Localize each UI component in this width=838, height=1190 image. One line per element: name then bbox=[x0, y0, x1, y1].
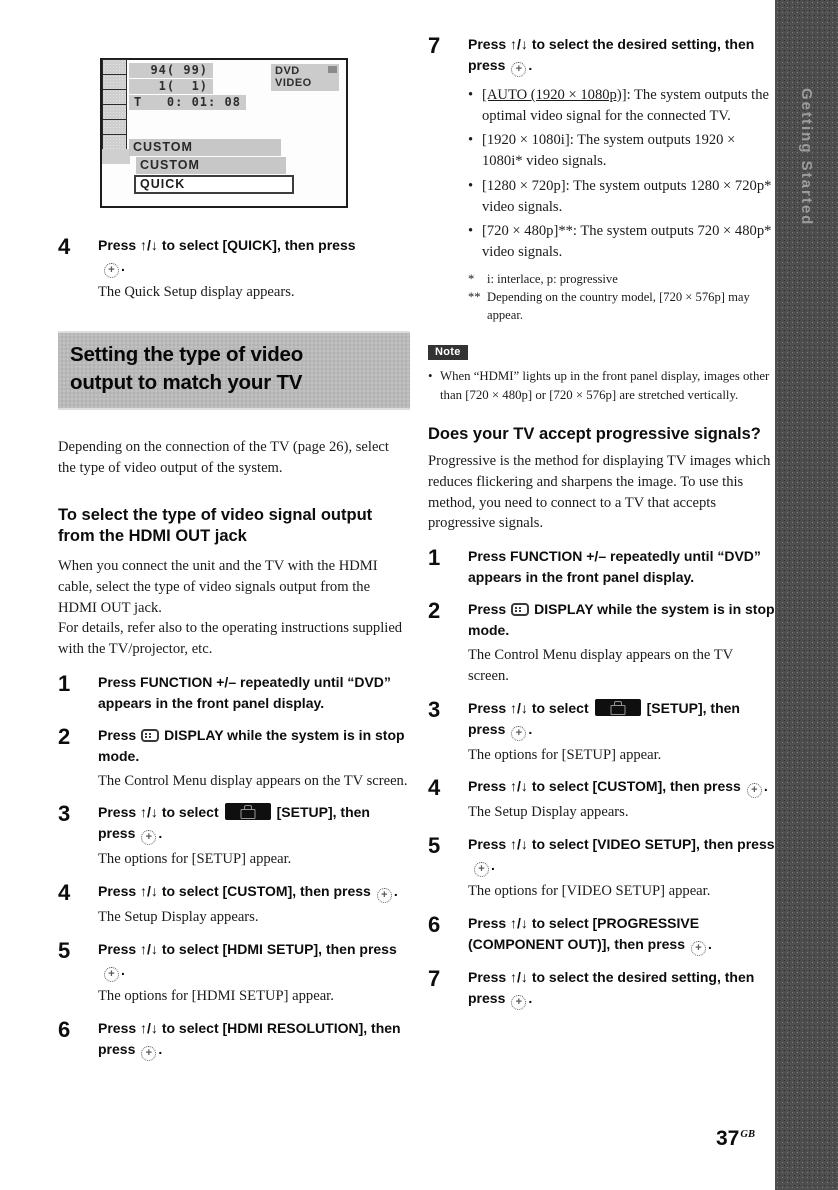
step-text: . bbox=[158, 1040, 163, 1057]
step-instruction: Press FUNCTION +/– repeatedly until “DVD” appears in the front panel display. bbox=[98, 673, 391, 711]
note-block bbox=[428, 342, 775, 404]
step bbox=[58, 1018, 410, 1061]
step-text: Press ↑/↓ to select bbox=[468, 699, 589, 716]
enter-button-icon bbox=[511, 726, 526, 741]
bullet-icon bbox=[468, 176, 482, 217]
step bbox=[428, 967, 775, 1010]
control-menu-icon-column bbox=[102, 60, 127, 164]
dvd-video-badge bbox=[271, 64, 339, 91]
control-menu-icon-cell bbox=[102, 149, 130, 164]
footnote-marker: * bbox=[468, 271, 475, 286]
note-badge: Note bbox=[428, 345, 468, 360]
enter-button-icon bbox=[377, 888, 392, 903]
step bbox=[58, 939, 410, 1007]
step-text: Press ↑/↓ to select [HDMI RESOLUTION], then press bbox=[98, 1019, 401, 1057]
setup-icon bbox=[595, 699, 641, 716]
right-column bbox=[428, 34, 775, 1021]
osd-title-counter: 94( 99) bbox=[129, 63, 213, 78]
step-instruction bbox=[468, 34, 775, 77]
enter-button-icon bbox=[511, 995, 526, 1010]
step-text: Press ↑/↓ to select [PROGRESSIVE (COMPONENT OUT)], then press bbox=[468, 914, 700, 952]
section-title-line1: Setting the type of video bbox=[70, 342, 304, 366]
step-text: Press bbox=[468, 601, 507, 618]
step-number: 7 bbox=[428, 33, 441, 58]
progressive-paragraph: Progressive is the method for displaying TV images which reduces flickering and sharpens the image. To use this method, you need to connect to a TV that accepts progressive signals. bbox=[428, 453, 771, 532]
step-body bbox=[98, 725, 410, 792]
control-menu-icon-cell bbox=[102, 134, 127, 150]
footnotes bbox=[468, 271, 775, 325]
step-text: DISPLAY while the system is in stop mode. bbox=[98, 726, 405, 764]
display-icon bbox=[511, 603, 529, 616]
progressive-steps bbox=[428, 546, 775, 1010]
step-body bbox=[98, 1018, 410, 1061]
hdmi-paragraph-1: When you connect the unit and the TV with the HDMI cable, select the type of video signals output from the HDMI OUT jack. bbox=[58, 558, 378, 616]
step-text: Press ↑/↓ to select [HDMI SETUP], then press bbox=[98, 940, 397, 957]
control-menu-figure bbox=[100, 58, 348, 208]
step-body bbox=[98, 881, 410, 928]
step-number: 3 bbox=[428, 696, 441, 722]
step-instruction bbox=[98, 881, 410, 903]
step-instruction bbox=[98, 939, 410, 982]
step-number: 6 bbox=[428, 911, 441, 937]
setting-options bbox=[468, 85, 775, 263]
step-number: 4 bbox=[58, 234, 71, 259]
step-body bbox=[468, 834, 775, 902]
step-text: Press ↑/↓ to select bbox=[98, 804, 219, 821]
step bbox=[428, 776, 775, 823]
step bbox=[428, 599, 775, 686]
step-text: Press bbox=[98, 726, 137, 743]
step-body bbox=[468, 698, 775, 766]
step-result: The options for [VIDEO SETUP] appear. bbox=[468, 882, 711, 899]
osd-time-counter: T 0: 01: 08 bbox=[129, 95, 246, 110]
step-body bbox=[98, 802, 410, 870]
option-item bbox=[468, 85, 775, 126]
step bbox=[58, 881, 410, 928]
step-text: [SETUP], then press bbox=[468, 699, 740, 737]
step-instruction bbox=[468, 913, 775, 956]
option-text bbox=[482, 221, 775, 262]
step-text: [SETUP], then press bbox=[98, 804, 370, 842]
step-body bbox=[468, 776, 775, 823]
enter-button-icon bbox=[141, 830, 156, 845]
step-instruction bbox=[468, 698, 775, 741]
step-instruction bbox=[468, 967, 775, 1010]
option-text bbox=[482, 85, 775, 126]
chapter-band bbox=[775, 0, 838, 1190]
step-text: . bbox=[708, 935, 712, 952]
page-number bbox=[716, 1127, 755, 1151]
step-body bbox=[98, 672, 410, 714]
page-number-suffix: GB bbox=[740, 1129, 755, 1140]
chapter-label: Getting Started bbox=[798, 88, 815, 227]
step-result: The Control Menu display appears on the TV screen. bbox=[468, 647, 733, 684]
left-column bbox=[58, 58, 410, 1072]
step-instruction bbox=[468, 834, 775, 877]
menu-item-quick-selected: QUICK bbox=[134, 175, 294, 194]
option-description: : The system outputs 1920 × 1080i* video signals. bbox=[482, 132, 736, 170]
step-number: 1 bbox=[58, 670, 71, 696]
note-item bbox=[428, 367, 775, 404]
step-text: . bbox=[528, 57, 533, 73]
note-text: When “HDMI” lights up in the front panel display, images other than [720 × 480p] or [720 × 576p] are stretched vertically. bbox=[440, 369, 770, 402]
step-text: . bbox=[763, 778, 768, 795]
step bbox=[58, 235, 410, 303]
step-result: The Setup Display appears. bbox=[468, 804, 629, 821]
step-number: 4 bbox=[58, 880, 71, 906]
page-number-value: 37 bbox=[716, 1127, 740, 1150]
step bbox=[428, 698, 775, 766]
section-banner bbox=[58, 331, 410, 410]
step-result: The Control Menu display appears on the TV screen. bbox=[98, 772, 408, 789]
step-text: Press ↑/↓ to select [VIDEO SETUP], then press bbox=[468, 835, 775, 852]
step-text: . bbox=[121, 258, 125, 274]
step-body bbox=[468, 546, 775, 588]
menu-item-custom: CUSTOM bbox=[136, 157, 286, 174]
step bbox=[58, 802, 410, 870]
option-item bbox=[468, 176, 775, 217]
option-description: : The system outputs 720 × 480p* video signals. bbox=[482, 223, 772, 261]
enter-button-icon bbox=[104, 967, 119, 982]
step bbox=[428, 834, 775, 902]
step-text: . bbox=[528, 989, 533, 1006]
step-text: . bbox=[491, 856, 495, 873]
step-body bbox=[468, 599, 775, 686]
step-body bbox=[468, 967, 775, 1010]
option-label: [AUTO (1920 × 1080p)] bbox=[482, 87, 627, 103]
step-instruction bbox=[468, 776, 775, 798]
step-instruction bbox=[98, 802, 410, 845]
step-result: The options for [SETUP] appear. bbox=[468, 746, 662, 763]
step-body bbox=[98, 235, 410, 303]
step-number: 5 bbox=[428, 832, 441, 858]
setup-icon bbox=[225, 803, 271, 820]
control-menu-list bbox=[129, 139, 294, 194]
step bbox=[428, 34, 775, 324]
step bbox=[58, 672, 410, 714]
step-text: Press ↑/↓ to select [CUSTOM], then press bbox=[468, 778, 741, 795]
option-label: [1920 × 1080i] bbox=[482, 132, 570, 149]
step-number: 6 bbox=[58, 1016, 71, 1042]
footnote-text: i: interlace, p: progressive bbox=[487, 271, 618, 286]
step-body bbox=[468, 34, 775, 324]
step-body bbox=[468, 913, 775, 956]
step-instruction bbox=[98, 235, 410, 278]
section-intro-paragraph: Depending on the connection of the TV (page 26), select the type of video output of the system. bbox=[58, 439, 389, 476]
step-number: 2 bbox=[58, 723, 71, 749]
option-description: : The system outputs 1280 × 720p* video signals. bbox=[482, 177, 772, 215]
enter-button-icon bbox=[141, 1046, 156, 1061]
control-menu-icon-cell bbox=[102, 74, 127, 90]
progressive-subheading: Does your TV accept progressive signals? bbox=[428, 425, 761, 444]
step-text: Press ↑/↓ to select [CUSTOM], then press bbox=[98, 883, 371, 900]
footnote-text: Depending on the country model, [720 × 576p] may appear. bbox=[487, 289, 750, 322]
step-body bbox=[98, 939, 410, 1007]
section-title-line2: output to match your TV bbox=[70, 371, 303, 395]
step-result: The Quick Setup display appears. bbox=[98, 284, 295, 300]
step bbox=[58, 725, 410, 792]
step-text: DISPLAY while the system is in stop mode. bbox=[468, 601, 775, 639]
step-instruction: Press FUNCTION +/– repeatedly until “DVD” appears in the front panel display. bbox=[468, 548, 761, 586]
step-result: The Setup Display appears. bbox=[98, 909, 259, 926]
step-text: Press ↑/↓ to select the desired setting, then press bbox=[468, 36, 755, 73]
step-text: . bbox=[121, 961, 125, 978]
enter-button-icon bbox=[474, 862, 489, 877]
osd-status-block bbox=[129, 63, 246, 111]
enter-button-icon bbox=[691, 941, 706, 956]
bullet-icon bbox=[468, 221, 482, 262]
footnote bbox=[468, 289, 775, 325]
enter-button-icon bbox=[104, 263, 119, 278]
bullet-icon bbox=[468, 130, 482, 171]
step-number: 4 bbox=[428, 775, 441, 801]
hdmi-steps bbox=[58, 672, 410, 1061]
footnote bbox=[468, 271, 775, 289]
control-menu-icon-cell bbox=[102, 89, 127, 105]
step-text: . bbox=[158, 825, 163, 842]
option-text bbox=[482, 176, 775, 217]
bullet-icon bbox=[428, 367, 440, 404]
step-result: The options for [HDMI SETUP] appear. bbox=[98, 987, 334, 1004]
step-instruction bbox=[98, 1018, 410, 1061]
step bbox=[428, 913, 775, 956]
control-menu-icon-cell bbox=[102, 119, 127, 135]
menu-title: CUSTOM bbox=[129, 139, 281, 156]
step-text: . bbox=[528, 720, 533, 737]
enter-button-icon bbox=[511, 62, 526, 77]
osd-chapter-counter: 1( 1) bbox=[129, 79, 213, 94]
step-number: 5 bbox=[58, 937, 71, 963]
step-number: 7 bbox=[428, 965, 441, 991]
step-text: . bbox=[393, 883, 398, 900]
step bbox=[428, 546, 775, 588]
option-description: : The system outputs the optimal video signal for the connected TV. bbox=[482, 87, 769, 124]
dvd-video-badge-label: DVD VIDEO bbox=[275, 65, 312, 89]
step-result: The options for [SETUP] appear. bbox=[98, 851, 292, 868]
osd-corner-mark bbox=[328, 66, 337, 73]
step-number: 2 bbox=[428, 598, 441, 624]
option-item bbox=[468, 221, 775, 262]
step-text: Press ↑/↓ to select [QUICK], then press bbox=[98, 237, 356, 253]
step-text: Press ↑/↓ to select the desired setting, then press bbox=[468, 968, 755, 1006]
option-label: [720 × 480p]** bbox=[482, 223, 573, 240]
step-number: 1 bbox=[428, 545, 441, 571]
step-instruction bbox=[468, 599, 775, 641]
step-instruction bbox=[98, 725, 410, 767]
option-label: [1280 × 720p] bbox=[482, 177, 566, 194]
step-number: 3 bbox=[58, 801, 71, 827]
control-menu-icon-cell bbox=[102, 104, 127, 120]
option-item bbox=[468, 130, 775, 171]
display-icon bbox=[141, 729, 159, 742]
enter-button-icon bbox=[747, 783, 762, 798]
option-text bbox=[482, 130, 775, 171]
hdmi-subheading: To select the type of video signal output from the HDMI OUT jack bbox=[58, 505, 373, 546]
control-menu-icon-cell bbox=[102, 59, 127, 75]
hdmi-paragraph-2: For details, refer also to the operating instructions supplied with the TV/projector, etc. bbox=[58, 620, 403, 657]
footnote-marker: ** bbox=[468, 289, 481, 304]
bullet-icon bbox=[468, 85, 482, 126]
